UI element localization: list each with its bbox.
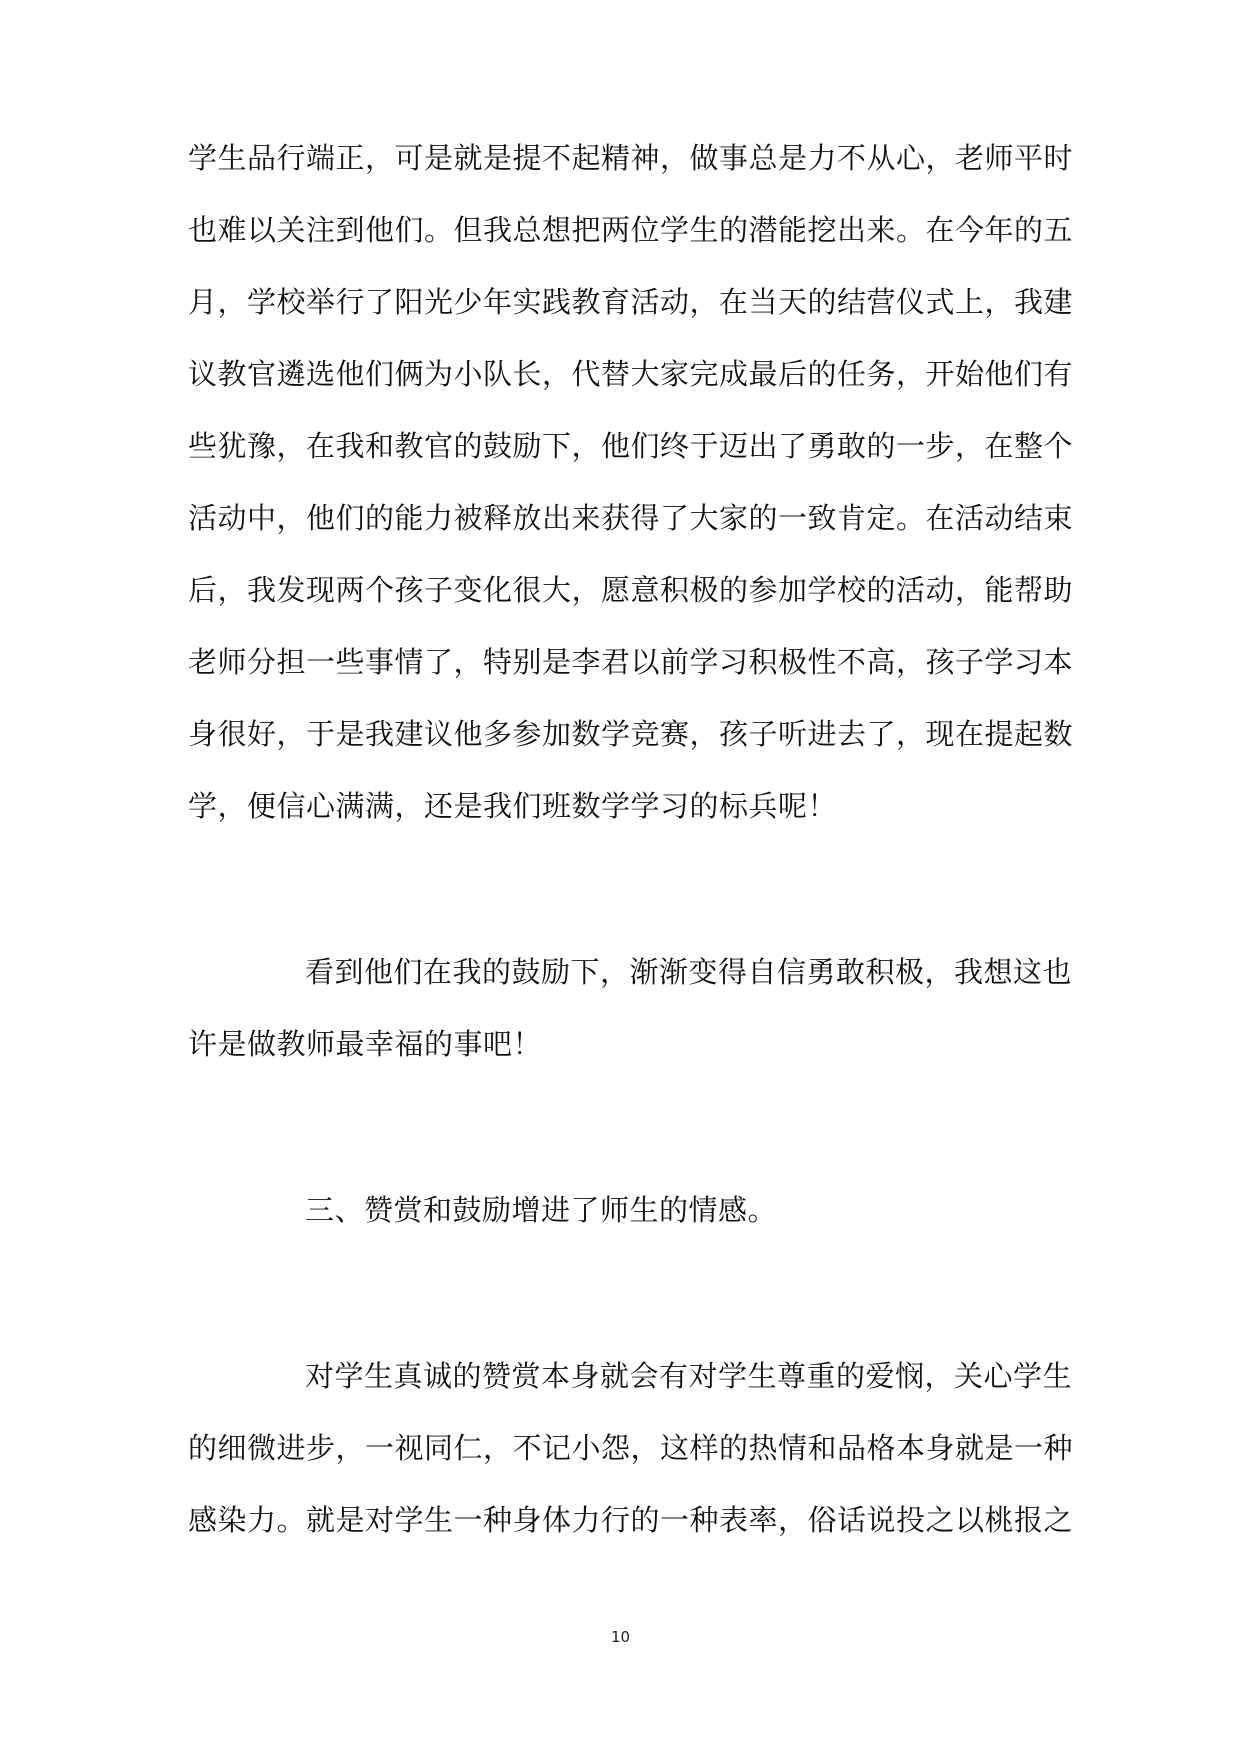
- paragraph-1-line-1: 学生品行端正，可是就是提不起精神，做事总是力不从心，老师平时: [188, 141, 1074, 175]
- paragraph-4-line-3: 感染力。就是对学生一种身体力行的一种表率，俗话说投之以桃报之: [188, 1503, 1074, 1537]
- paragraph-1-line-3: 月，学校举行了阳光少年实践教育活动，在当天的结营仪式上，我建: [188, 285, 1074, 319]
- paragraph-1-line-8: 老师分担一些事情了，特别是李君以前学习积极性不高，孩子学习本: [188, 645, 1074, 679]
- paragraph-1-line-7: 后，我发现两个孩子变化很大，愿意积极的参加学校的活动，能帮助: [188, 573, 1074, 607]
- paragraph-1-line-5: 些犹豫，在我和教官的鼓励下，他们终于迈出了勇敢的一步，在整个: [188, 429, 1074, 463]
- paragraph-4-line-1: 对学生真诚的赞赏本身就会有对学生尊重的爱悯，关心学生: [305, 1359, 1073, 1393]
- paragraph-2-line-2: 许是做教师最幸福的事吧！: [188, 1027, 543, 1061]
- paragraph-1-line-9: 身很好，于是我建议他多参加数学竞赛，孩子听进去了，现在提起数: [188, 717, 1074, 751]
- paragraph-1-line-6: 活动中，他们的能力被释放出来获得了大家的一致肯定。在活动结束: [188, 501, 1074, 535]
- page-number: 10: [610, 1628, 631, 1646]
- paragraph-1-line-2: 也难以关注到他们。但我总想把两位学生的潜能挖出来。在今年的五: [188, 213, 1074, 247]
- paragraph-1-line-4: 议教官遴选他们俩为小队长，代替大家完成最后的任务，开始他们有: [188, 357, 1074, 391]
- paragraph-1-line-10: 学，便信心满满，还是我们班数学学习的标兵呢！: [188, 789, 838, 823]
- paragraph-4-line-2: 的细微进步，一视同仁，不记小怨，这样的热情和品格本身就是一种: [188, 1431, 1074, 1465]
- paragraph-2-line-1: 看到他们在我的鼓励下，渐渐变得自信勇敢积极，我想这也: [305, 955, 1073, 989]
- section-heading: 三、赞赏和鼓励增进了师生的情感。: [305, 1193, 778, 1227]
